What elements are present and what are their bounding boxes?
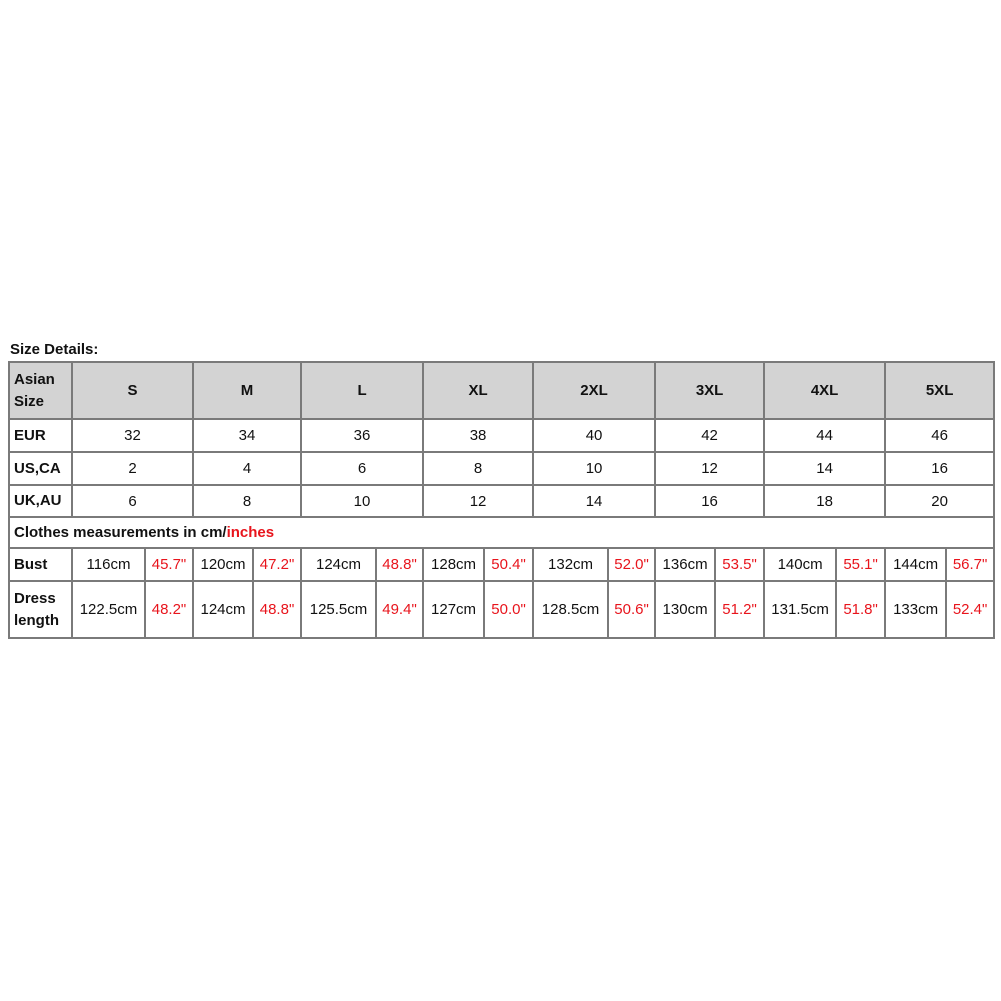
cm-cell: 128cm (423, 548, 484, 581)
table-cell: 32 (72, 419, 193, 452)
inch-cell: 52.0" (608, 548, 655, 581)
table-cell: 16 (885, 452, 994, 485)
measurements-heading-row (9, 517, 994, 548)
inch-cell: 51.8" (836, 581, 885, 638)
size-header-3xl: 3XL (655, 362, 764, 419)
table-cell: 42 (655, 419, 764, 452)
cm-cell: 132cm (533, 548, 608, 581)
table-cell: 2 (72, 452, 193, 485)
row-label-bust: Bust (9, 548, 72, 581)
measurements-heading-prefix: Clothes measurements in cm/ (14, 524, 227, 541)
table-cell: 18 (764, 485, 885, 517)
inch-cell: 50.6" (608, 581, 655, 638)
table-cell: 10 (301, 485, 423, 517)
cm-cell: 124cm (301, 548, 376, 581)
table-cell: 8 (193, 485, 301, 517)
table-cell: 46 (885, 419, 994, 452)
size-header-5xl: 5XL (885, 362, 994, 419)
measurement-row-dress-length (9, 581, 994, 638)
table-cell: 12 (423, 485, 533, 517)
table-cell: 12 (655, 452, 764, 485)
cm-cell: 120cm (193, 548, 253, 581)
row-label-eur: EUR (9, 419, 72, 452)
table-cell: 14 (764, 452, 885, 485)
table-cell: 4 (193, 452, 301, 485)
inch-cell: 52.4" (946, 581, 994, 638)
size-header-4xl: 4XL (764, 362, 885, 419)
inch-cell: 48.2" (145, 581, 193, 638)
cm-cell: 144cm (885, 548, 946, 581)
table-cell: 34 (193, 419, 301, 452)
inch-cell: 48.8" (376, 548, 423, 581)
inch-cell: 45.7" (145, 548, 193, 581)
table-cell: 16 (655, 485, 764, 517)
size-header-2xl: 2XL (533, 362, 655, 419)
inch-cell: 49.4" (376, 581, 423, 638)
row-label-asian-size: Asian Size (9, 362, 72, 419)
cm-cell: 116cm (72, 548, 145, 581)
table-cell: 36 (301, 419, 423, 452)
cm-cell: 124cm (193, 581, 253, 638)
inch-cell: 50.0" (484, 581, 533, 638)
size-header-xl: XL (423, 362, 533, 419)
table-cell: 44 (764, 419, 885, 452)
cm-cell: 136cm (655, 548, 715, 581)
table-cell: 40 (533, 419, 655, 452)
row-label-us-ca: US,CA (9, 452, 72, 485)
inch-cell: 51.2" (715, 581, 764, 638)
table-cell: 6 (301, 452, 423, 485)
inch-cell: 53.5" (715, 548, 764, 581)
table-cell: 20 (885, 485, 994, 517)
measurements-heading-highlight: inches (226, 524, 275, 541)
size-header-s: S (72, 362, 193, 419)
conversion-row-us-ca (9, 452, 994, 485)
cm-cell: 140cm (764, 548, 836, 581)
size-header-m: M (193, 362, 301, 419)
table-cell: 38 (423, 419, 533, 452)
cm-cell: 128.5cm (533, 581, 608, 638)
page-title: Size Details: (10, 341, 99, 358)
cm-cell: 127cm (423, 581, 484, 638)
measurement-row-bust (9, 548, 994, 581)
size-header-l: L (301, 362, 423, 419)
cm-cell: 130cm (655, 581, 715, 638)
table-cell: 14 (533, 485, 655, 517)
row-label-uk-au: UK,AU (9, 485, 72, 517)
inch-cell: 50.4" (484, 548, 533, 581)
size-chart-table (8, 361, 995, 639)
cm-cell: 122.5cm (72, 581, 145, 638)
inch-cell: 48.8" (253, 581, 301, 638)
size-header-row (9, 362, 994, 419)
conversion-row-eur (9, 419, 994, 452)
inch-cell: 47.2" (253, 548, 301, 581)
row-label-dress-length: Dress length (9, 581, 72, 638)
cm-cell: 131.5cm (764, 581, 836, 638)
table-cell: 6 (72, 485, 193, 517)
cm-cell: 133cm (885, 581, 946, 638)
measurements-heading (9, 517, 994, 548)
table-cell: 8 (423, 452, 533, 485)
inch-cell: 55.1" (836, 548, 885, 581)
conversion-row-uk-au (9, 485, 994, 517)
inch-cell: 56.7" (946, 548, 994, 581)
cm-cell: 125.5cm (301, 581, 376, 638)
table-cell: 10 (533, 452, 655, 485)
